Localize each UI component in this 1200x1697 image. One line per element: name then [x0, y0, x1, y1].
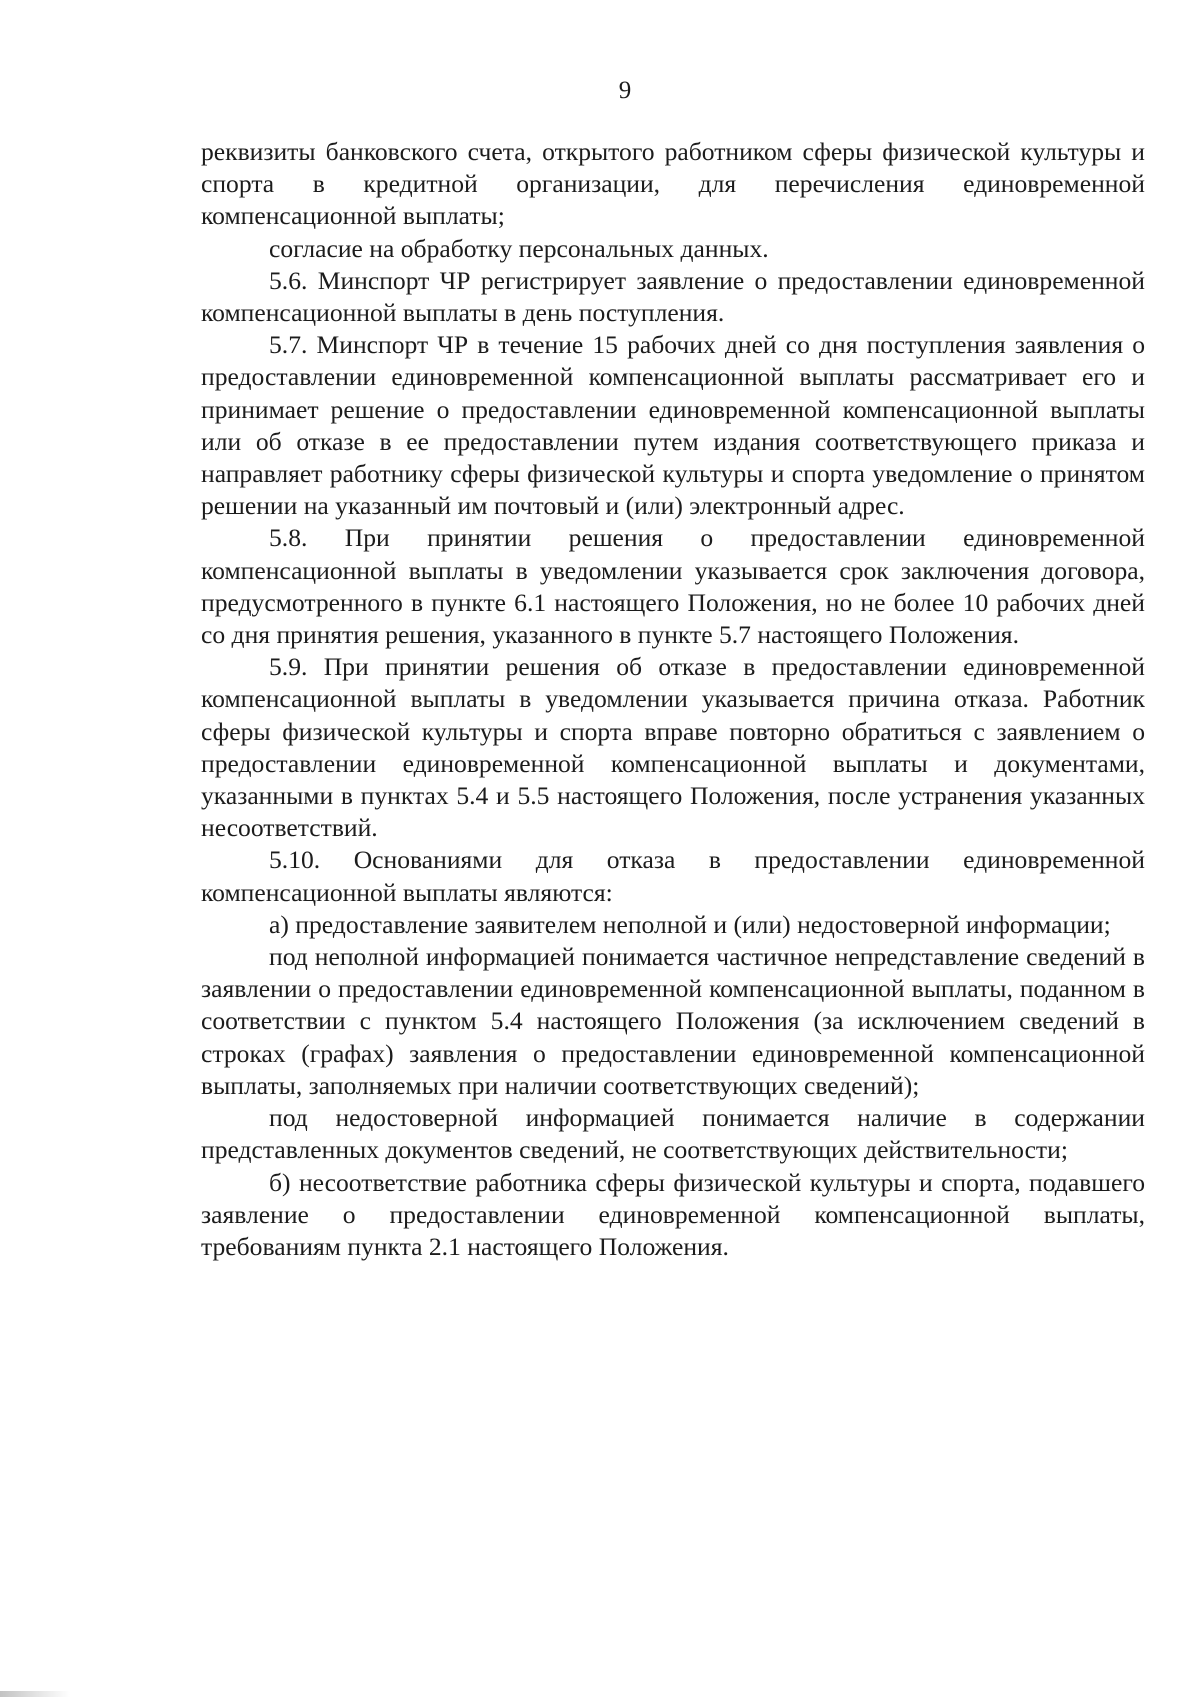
scan-edge-mark: [0, 1691, 70, 1697]
page-number: 9: [618, 77, 632, 104]
paragraph-5-8: 5.8. При принятии решения о предоставлении единовременной компенсационной выплаты в уведомлении указывается срок заключения договора, предусмотренного в пункте 6.1 настоящего Положения, но не более 10 рабочих дней со дня принятия решения, указанного в пункте 5.7 настоящего Положения.: [201, 523, 1145, 650]
paragraph-bank-details: реквизиты банковского счета, открытого работником сферы физической культуры и спорта в кредитной организации, для перечисления единовременной компенсационной выплаты;: [201, 137, 1145, 231]
paragraph-5-10-b: б) несоответствие работника сферы физической культуры и спорта, подавшего заявление о предоставлении единовременной компенсационной выплаты, требованиям пункта 2.1 настоящего Положения.: [201, 1167, 1145, 1261]
paragraph-unreliable-info: под недостоверной информацией понимается наличие в содержании представленных документов сведений, не соответствующих действительности;: [201, 1103, 1145, 1165]
paragraph-incomplete-info: под неполной информацией понимается частичное непредставление сведений в заявлении о предоставлении единовременной компенсационной выплаты, поданном в соответствии с пунктом 5.4 настоящего Положения (за исключением сведений в строках (графах) заявления о предоставлении единовременной компенсационной выплаты, заполняемых при наличии соответствующих сведений);: [201, 942, 1145, 1100]
paragraph-5-10-a: а) предоставление заявителем неполной и (или) недостоверной информации;: [269, 909, 1111, 939]
paragraph-5-6: 5.6. Минспорт ЧР регистрирует заявление о предоставлении единовременной компенсационной выплаты в день поступления.: [201, 265, 1145, 328]
document-body: [201, 136, 1145, 1263]
paragraph-personal-data-consent: согласие на обработку персональных данных.: [269, 233, 769, 263]
paragraph-5-10: 5.10. Основаниями для отказа в предоставлении единовременной компенсационной выплаты являются:: [201, 845, 1145, 907]
paragraph-5-9: 5.9. При принятии решения об отказе в предоставлении единовременной компенсационной выплаты в уведомлении указывается причина отказа. Работник сферы физической культуры и спорта вправе повторно обратиться с заявлением о предоставлении единовременной компенсационной выплаты и документами, указанными в пунктах 5.4 и 5.5 настоящего Положения, после устранения указанных несоответствий.: [201, 652, 1145, 843]
paragraph-5-7: 5.7. Минспорт ЧР в течение 15 рабочих дней со дня поступления заявления о предоставлении единовременной компенсационной выплаты рассматривает его и принимает решение о предоставлении единовременной компенсационной выплаты или об отказе в ее предоставлении путем издания соответствующего приказа и направляет работнику сферы физической культуры и спорта уведомление о принятом решении на указанный им почтовый и (или) электронный адрес.: [201, 330, 1145, 521]
